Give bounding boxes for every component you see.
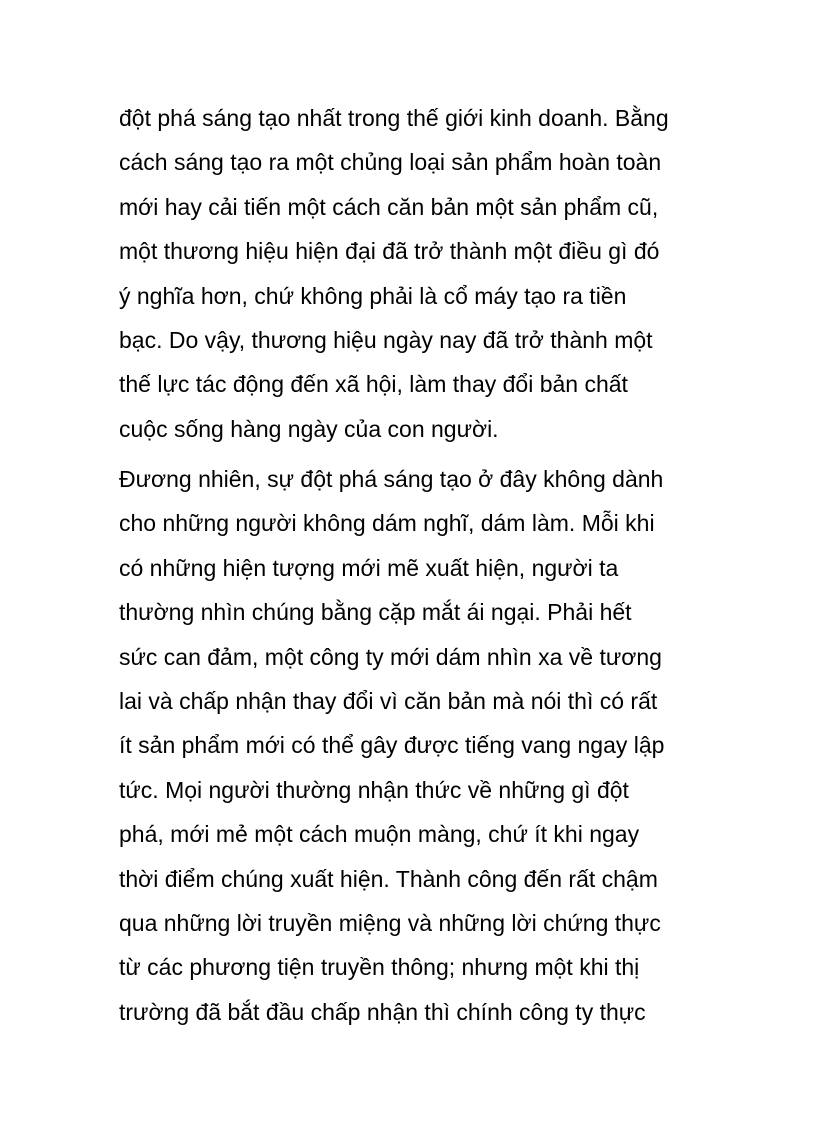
- text-line: mới hay cải tiến một cách căn bản một sản phẩm cũ,: [119, 193, 659, 220]
- text-line: qua những lời truyền miệng và những lời chứng thực: [119, 909, 661, 936]
- text-line: cho những người không dám nghĩ, dám làm. Mỗi khi: [119, 510, 655, 537]
- text-line: thế lực tác động đến xã hội, làm thay đổi bản chất: [119, 371, 628, 398]
- text-line: Đương nhiên, sự đột phá sáng tạo ở đây không dành: [119, 466, 664, 492]
- text-line: một thương hiệu hiện đại đã trở thành một điều gì đó: [119, 238, 660, 265]
- text-line: cuộc sống hàng ngày của con người.: [119, 415, 499, 442]
- text-line: lai và chấp nhận thay đổi vì căn bản mà nói thì có rất: [119, 687, 658, 714]
- text-line: bạc. Do vậy, thương hiệu ngày nay đã trở thành một: [119, 326, 653, 353]
- text-line: ý nghĩa hơn, chứ không phải là cổ máy tạo ra tiền: [119, 282, 627, 309]
- text-line: cách sáng tạo ra một chủng loại sản phẩm hoàn toàn: [119, 149, 662, 176]
- text-line: đột phá sáng tạo nhất trong thế giới kinh doanh. Bằng: [119, 105, 669, 131]
- text-line: phá, mới mẻ một cách muộn màng, chứ ít khi ngay: [119, 821, 640, 848]
- text-line: có những hiện tượng mới mẽ xuất hiện, người ta: [119, 554, 619, 581]
- text-line: tức. Mọi người thường nhận thức về những gì đột: [119, 776, 629, 803]
- text-line: trường đã bắt đầu chấp nhận thì chính công ty thực: [119, 998, 646, 1025]
- paragraph-2: [119, 457, 719, 1034]
- text-line: thường nhìn chúng bằng cặp mắt ái ngại. Phải hết: [119, 599, 632, 626]
- text-line: ít sản phẩm mới có thể gây được tiếng vang ngay lập: [119, 732, 665, 759]
- text-line: thời điểm chúng xuất hiện. Thành công đến rất chậm: [119, 865, 658, 892]
- text-line: sức can đảm, một công ty mới dám nhìn xa về tương: [119, 643, 662, 670]
- text-line: từ các phương tiện truyền thông; nhưng một khi thị: [119, 954, 640, 981]
- paragraph-1: [119, 96, 719, 451]
